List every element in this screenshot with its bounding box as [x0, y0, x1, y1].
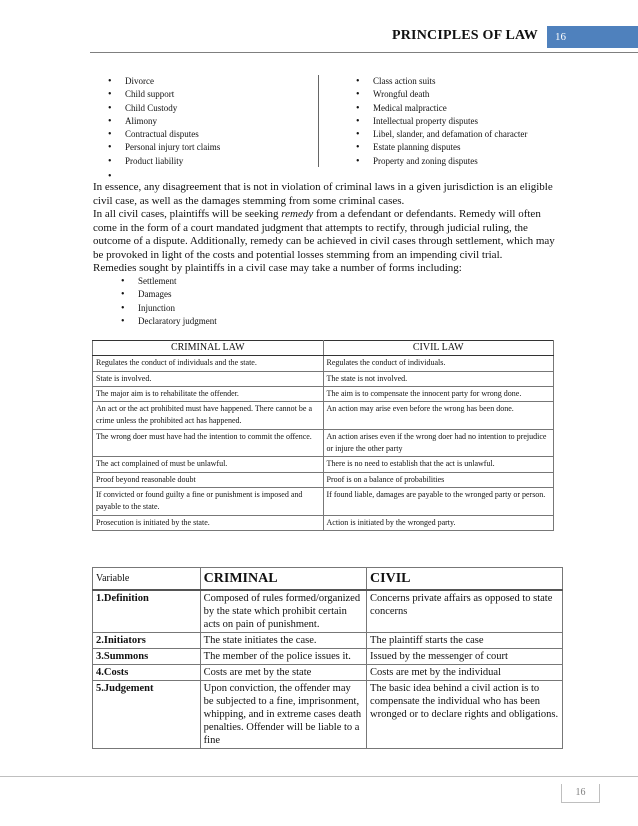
empty-bullet: •: [108, 171, 112, 182]
variable-header: Variable: [93, 568, 201, 591]
table-header-row: [93, 568, 563, 591]
paragraph-remedy: In all civil cases, plaintiffs will be seeking remedy from a defendant or defendants. Remedy will often come in the form of a court mandated judgment that attempts to rectify, through judicial ruling, the outcome of a dispute. Additionally, remedy can be achieved in civil cases through settlement, which may be provoked in light of the costs and potential losses stemming from an impending civil trial.: [93, 208, 555, 261]
civil-law-cell: There is no need to establish that the act is unlawful.: [323, 457, 554, 472]
criminal-law-cell: The wrong doer must have had the intention to commit the offence.: [93, 429, 324, 457]
list-item: • Child support: [108, 88, 318, 101]
list-item: • Property and zoning disputes: [356, 155, 576, 168]
remedies-list-container: [121, 275, 217, 328]
table-row: [93, 371, 554, 386]
criminal-law-cell: Regulates the conduct of individuals and the state.: [93, 356, 324, 371]
header-page-number: 16: [547, 26, 638, 48]
civil-cell: Issued by the messenger of court: [367, 649, 563, 665]
variable-comparison-table: [92, 567, 563, 749]
criminal-law-cell: An act or the act prohibited must have happened. There cannot be a crime unless the prohibited act has happened.: [93, 402, 324, 430]
list-item: • Child Custody: [108, 102, 318, 115]
paragraph-essence: In essence, any disagreement that is not in violation of criminal laws in a given jurisdiction is an eligible civil case, as well as the damages stemming from some criminal cases.: [93, 181, 553, 207]
criminal-law-header: CRIMINAL LAW: [93, 341, 324, 356]
criminal-law-cell: If convicted or found guilty a fine or punishment is imposed and payable to the state.: [93, 487, 324, 515]
remedy-emphasis: remedy: [281, 208, 314, 220]
variable-cell: 1.Definition: [93, 590, 201, 633]
list-item: • Product liability: [108, 155, 318, 168]
criminal-law-cell: Prosecution is initiated by the state.: [93, 515, 324, 530]
civil-law-cell: If found liable, damages are payable to the wronged party or person.: [323, 487, 554, 515]
civil-law-cell: The state is not involved.: [323, 371, 554, 386]
footer-rule: [0, 776, 638, 777]
criminal-law-cell: The major aim is to rehabilitate the offender.: [93, 386, 324, 401]
variable-cell: 2.Initiators: [93, 633, 201, 649]
variable-cell: 5.Judgement: [93, 681, 201, 749]
criminal-law-cell: The act complained of must be unlawful.: [93, 457, 324, 472]
list-item: • Settlement: [121, 275, 217, 288]
header-title: PRINCIPLES OF LAW: [391, 28, 538, 43]
table-row: [93, 356, 554, 371]
list-item: • Contractual disputes: [108, 128, 318, 141]
list-item: • Intellectual property disputes: [356, 115, 576, 128]
table-row: [93, 633, 563, 649]
criminal-cell: The state initiates the case.: [200, 633, 366, 649]
paragraph-remedies-intro: Remedies sought by plaintiffs in a civil case may take a number of forms including:: [93, 262, 462, 274]
list-item: • Personal injury tort claims: [108, 141, 318, 154]
right-bullet-list: [356, 75, 576, 168]
criminal-cell: Costs are met by the state: [200, 665, 366, 681]
table-row: [93, 681, 563, 749]
criminal-header: CRIMINAL: [200, 568, 366, 591]
civil-cell: The basic idea behind a civil action is to compensate the individual who has been wronged or to declare rights and obligations.: [367, 681, 563, 749]
list-item: • Libel, slander, and defamation of character: [356, 128, 576, 141]
table-row: [93, 515, 554, 530]
variable-cell: 3.Summons: [93, 649, 201, 665]
list-item: • Injunction: [121, 302, 217, 315]
civil-law-cell: An action may arise even before the wrong has been done.: [323, 402, 554, 430]
table-row: [93, 487, 554, 515]
remedies-bullet-list: [121, 275, 217, 328]
left-column: [108, 75, 319, 167]
criminal-civil-law-table: [92, 340, 554, 531]
page-header: [0, 24, 638, 52]
variable-cell: 4.Costs: [93, 665, 201, 681]
table-row: [93, 472, 554, 487]
list-item: • Estate planning disputes: [356, 141, 576, 154]
table-row: [93, 429, 554, 457]
footer-page-number: 16: [561, 784, 600, 803]
table-row: [93, 590, 563, 633]
list-item: • Declaratory judgment: [121, 315, 217, 328]
table-row: [93, 649, 563, 665]
civil-header: CIVIL: [367, 568, 563, 591]
right-column: [356, 75, 576, 168]
civil-law-cell: Regulates the conduct of individuals.: [323, 356, 554, 371]
criminal-law-cell: State is involved.: [93, 371, 324, 386]
civil-cell: Concerns private affairs as opposed to state concerns: [367, 590, 563, 633]
list-item: • Medical malpractice: [356, 102, 576, 115]
table-row: [93, 402, 554, 430]
civil-law-cell: An action arises even if the wrong doer had no intention to prejudice or injure the other party: [323, 429, 554, 457]
header-rule: [90, 52, 638, 53]
list-item: • Damages: [121, 288, 217, 301]
civil-cell: Costs are met by the individual: [367, 665, 563, 681]
table-row: [93, 386, 554, 401]
left-bullet-list: [108, 75, 318, 168]
list-item: • Class action suits: [356, 75, 576, 88]
criminal-cell: Composed of rules formed/organized by the state which prohibit certain acts on pain of punishment.: [200, 590, 366, 633]
criminal-law-cell: Proof beyond reasonable doubt: [93, 472, 324, 487]
list-item: • Wrongful death: [356, 88, 576, 101]
table-header-row: [93, 341, 554, 356]
civil-law-header: CIVIL LAW: [323, 341, 554, 356]
table-row: [93, 457, 554, 472]
civil-law-cell: Proof is on a balance of probabilities: [323, 472, 554, 487]
criminal-cell: The member of the police issues it.: [200, 649, 366, 665]
list-item: • Alimony: [108, 115, 318, 128]
criminal-cell: Upon conviction, the offender may be subjected to a fine, imprisonment, whipping, and in extreme cases death penalties. Offender will be liable to a fine: [200, 681, 366, 749]
civil-law-cell: Action is initiated by the wronged party.: [323, 515, 554, 530]
civil-law-cell: The aim is to compensate the innocent party for wrong done.: [323, 386, 554, 401]
table-row: [93, 665, 563, 681]
list-item: • Divorce: [108, 75, 318, 88]
civil-cell: The plaintiff starts the case: [367, 633, 563, 649]
